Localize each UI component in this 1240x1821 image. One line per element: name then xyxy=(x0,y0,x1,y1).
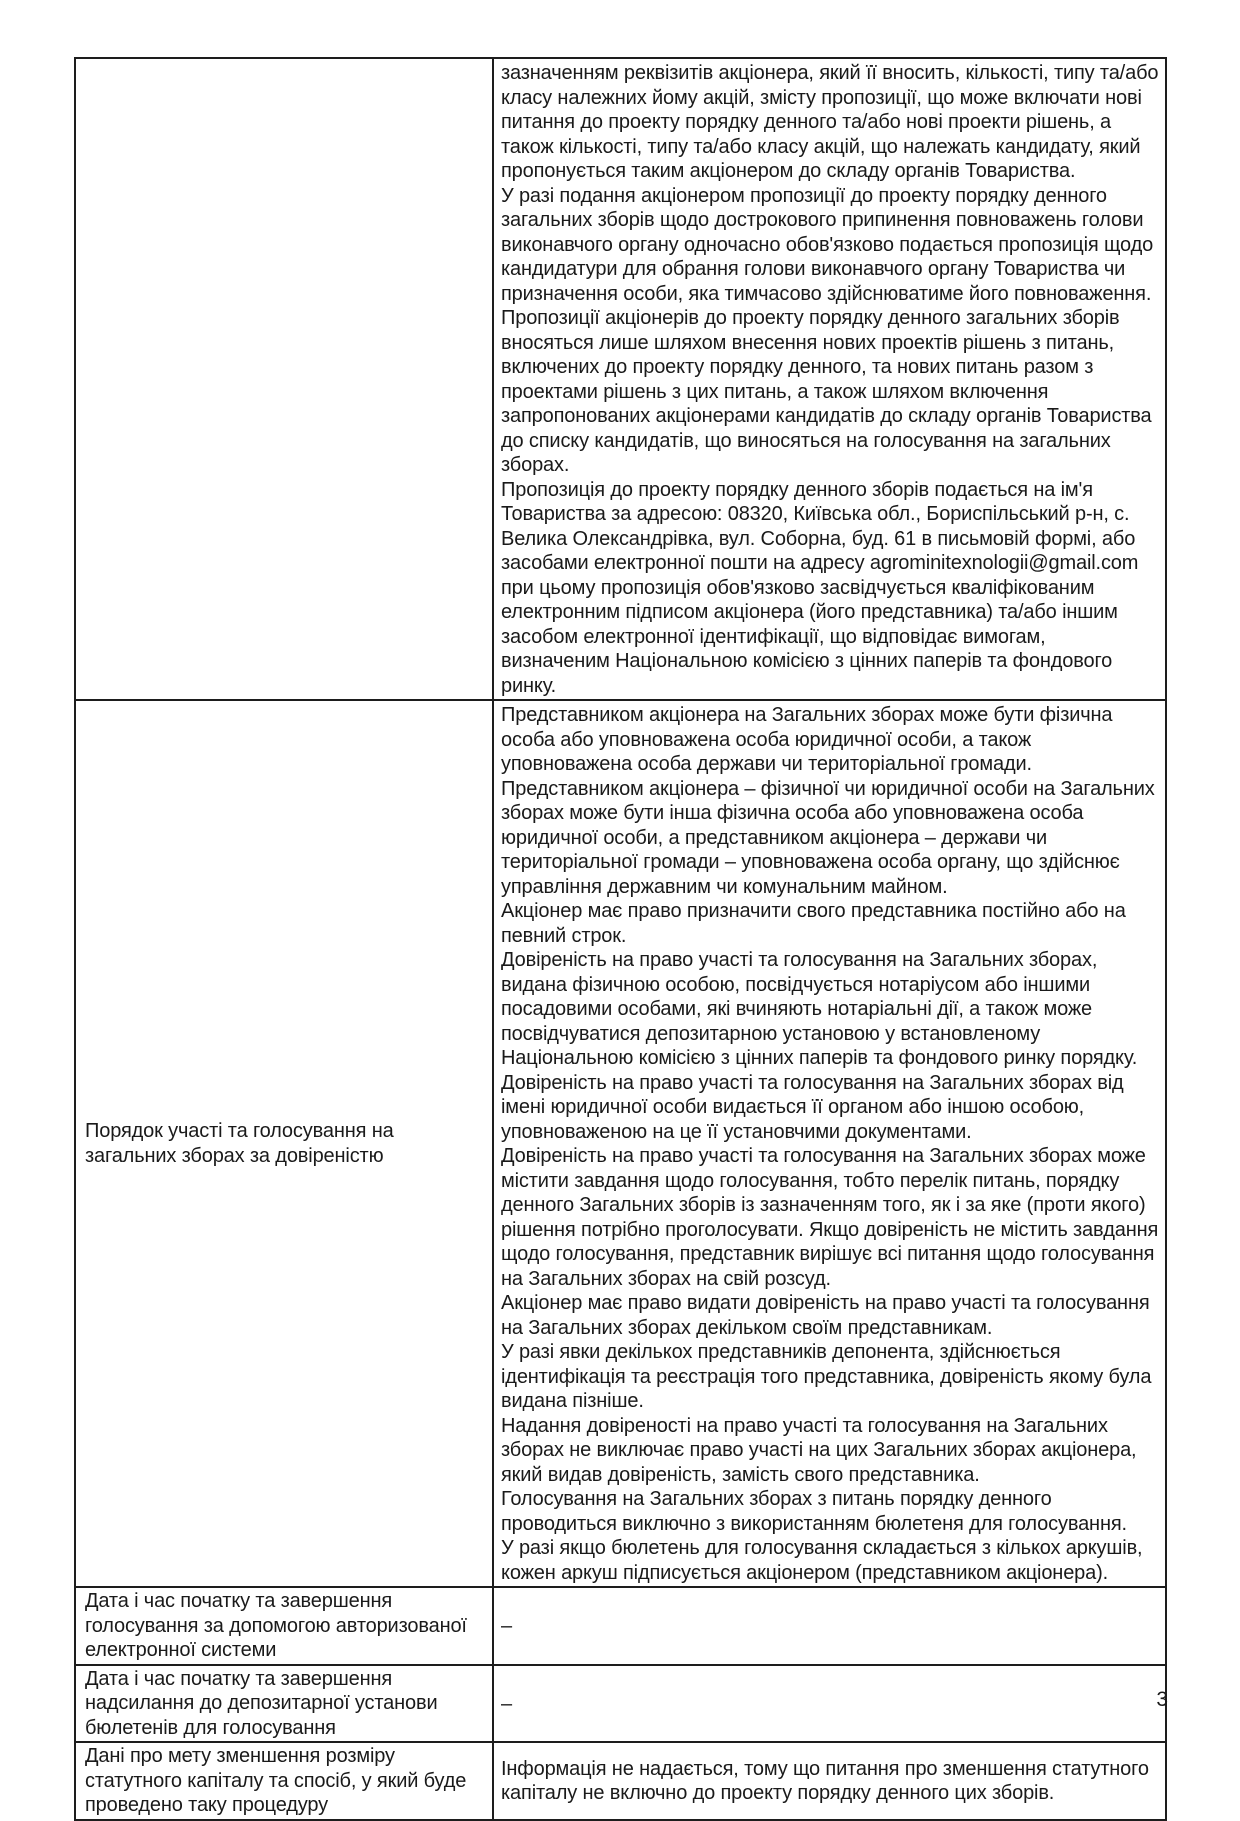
table-row xyxy=(75,58,1166,700)
paragraph: Інформація не надається, тому що питання про зменшення статутного капіталу не включно до проекту порядку денного цих зборів. xyxy=(501,1757,1149,1805)
paragraph: Акціонер має право призначити свого представника постійно або на певний строк. xyxy=(501,900,1126,947)
row-label: Дата і час початку та завершення голосування за допомогою авторизованої електронної системи xyxy=(75,1587,493,1665)
row-content xyxy=(493,1587,1166,1665)
paragraph: – xyxy=(501,1692,512,1715)
paragraph: зазначенням реквізитів акціонера, який її вносить, кількості, типу та/або класу належних йому акцій, змісту пропозиції, що може включати нові питання до проекту порядку денного та/або нові проекти рішень, а також кількості, типу та/або класу акцій, що належать кандидату, який пропонується таким акціонером до складу органів Товариства. xyxy=(501,62,1159,182)
paragraph: Представником акціонера на Загальних зборах може бути фізична особа або уповноважена особа юридичної особи, а також уповноважена особа держави чи територіальної громади. xyxy=(501,704,1113,775)
paragraph: Пропозиції акціонерів до проекту порядку денного загальних зборів вносяться лише шляхом внесення нових проектів рішень з питань, включених до проекту порядку денного, та нових питань разом з проектами рішень з цих питань, а також шляхом включення запропонованих акціонерами кандидатів до складу органів Товариства до списку кандидатів, що виносяться на голосування на загальних зборах. xyxy=(501,307,1152,476)
page-number: 3 xyxy=(1156,1688,1168,1711)
paragraph: Довіреність на право участі та голосування на Загальних зборах, видана фізичною особою, посвідчується нотаріусом або іншими посадовими особами, які вчиняють нотаріальні дії, а також може посвідчуватися депозитарною установою у встановленому Національною комісією з цінних паперів та фондового ринку порядку. Довіреність на право участі та голосування на Загальних зборах від імені юридичної особи видається її органом або іншою особою, уповноваженою на це її установчими документами. xyxy=(501,949,1138,1143)
row-content xyxy=(493,58,1166,700)
table-row xyxy=(75,700,1166,1587)
row-content xyxy=(493,1742,1166,1820)
paragraph: Довіреність на право участі та голосування на Загальних зборах може містити завдання щодо голосування, тобто перелік питань, порядку денного Загальних зборів із зазначенням того, як і за яке (проти якого) рішення потрібно проголосувати. Якщо довіреність не містить завдання щодо голосування, представник вирішує всі питання щодо голосування на Загальних зборах на свій розсуд. xyxy=(501,1145,1159,1290)
paragraph: Представником акціонера – фізичної чи юридичної особи на Загальних зборах може бути інша фізична особа або уповноважена особа юридичної особи, а представником акціонера – держави чи територіальної громади – уповноважена особа органу, що здійснює управління державним чи комунальним майном. xyxy=(501,777,1155,898)
paragraph: Акціонер має право видати довіреність на право участі та голосування на Загальних зборах декільком своїм представникам. xyxy=(501,1292,1150,1339)
row-label xyxy=(75,58,493,700)
table-row xyxy=(75,1665,1166,1743)
table-row xyxy=(75,1742,1166,1820)
paragraph: Голосування на Загальних зборах з питань порядку денного проводиться виключно з використанням бюлетеня для голосування. xyxy=(501,1488,1127,1535)
row-label: Дані про мету зменшення розміру статутного капіталу та спосіб, у який буде проведено таку процедуру xyxy=(75,1742,493,1820)
meeting-info-table xyxy=(74,57,1167,1821)
row-content xyxy=(493,700,1166,1587)
paragraph: У разі якщо бюлетень для голосування складається з кількох аркушів, кожен аркуш підписується акціонером (представником акціонера). xyxy=(501,1537,1143,1584)
row-label: Дата і час початку та завершення надсилання до депозитарної установи бюлетенів для голосування xyxy=(75,1665,493,1743)
row-label: Порядок участі та голосування на загальних зборах за довіреністю xyxy=(75,700,493,1587)
paragraph: Пропозиція до проекту порядку денного зборів подається на ім'я Товариства за адресою: 08320, Київська обл., Бориспільський р-н, с. Велика Олександрівка, вул. Соборна, буд. 61 в письмовій формі, або засобами електронної пошти на адресу agrominitexnologii@gmail.com при цьому пропозиція обов'язково засвідчується кваліфікованим електронним підписом акціонера (його представника) та/або іншим засобом електронної ідентифікації, що відповідає вимогам, визначеним Національною комісією з цінних паперів та фондового ринку. xyxy=(501,478,1139,697)
paragraph: Надання довіреності на право участі та голосування на Загальних зборах не виключає право участі на цих Загальних зборах акціонера, який видав довіреність, замість свого представника. xyxy=(501,1414,1137,1486)
row-content xyxy=(493,1665,1166,1743)
paragraph: – xyxy=(501,1615,512,1637)
paragraph: У разі явки декількох представників депонента, здійснюється ідентифікація та реєстрація того представника, довіреність якому була видана пізніше. xyxy=(501,1341,1152,1412)
paragraph: У разі подання акціонером пропозиції до проекту порядку денного загальних зборів щодо дострокового припинення повноважень голови виконавчого органу одночасно обов'язково подається пропозиція щодо кандидатури для обрання голови виконавчого органу Товариства чи призначення особи, яка тимчасово здійснюватиме його повноваження. xyxy=(501,184,1154,305)
table-row xyxy=(75,1587,1166,1665)
